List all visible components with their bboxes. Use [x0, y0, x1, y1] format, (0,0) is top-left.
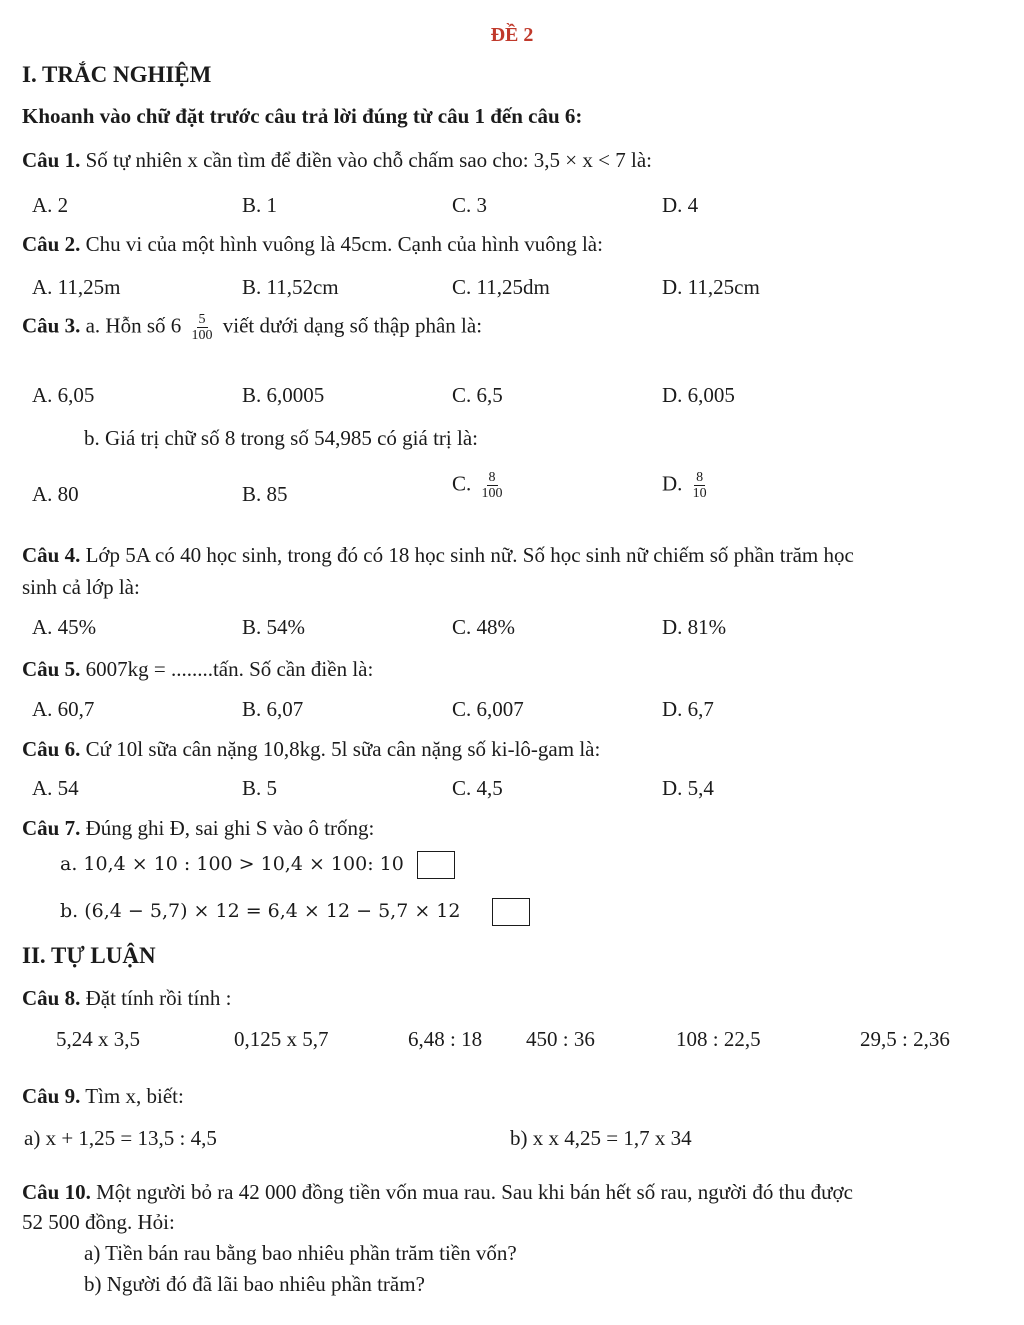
question-text: Đúng ghi Đ, sai ghi S vào ô trống: — [85, 816, 375, 840]
question-text: Đặt tính rồi tính : — [85, 986, 232, 1010]
question-text: Lớp 5A có 40 học sinh, trong đó có 18 học sinh nữ. Số học sinh nữ chiếm số phần trăm học — [85, 543, 854, 567]
question-label: Câu 10. — [22, 1180, 91, 1204]
question-text-cont: viết dưới dạng số thập phân là: — [222, 313, 483, 338]
option-c: C. 4,5 — [452, 776, 503, 800]
equation-a: a) x + 1,25 = 13,5 : 4,5 — [24, 1126, 217, 1150]
option-b: B. 11,52cm — [242, 275, 339, 299]
question-2 — [22, 232, 603, 257]
question-5 — [22, 657, 373, 682]
calc-item: 450 : 36 — [526, 1027, 595, 1051]
calc-item: 108 : 22,5 — [676, 1027, 761, 1051]
question-3b: b. Giá trị chữ số 8 trong số 54,985 có giá trị là: — [84, 426, 478, 450]
section-2-heading: II. TỰ LUẬN — [22, 943, 156, 968]
option-d — [662, 470, 712, 502]
question-label: Câu 3. — [22, 313, 81, 338]
option-c: C. 48% — [452, 615, 515, 639]
option-b: B. 1 — [242, 193, 278, 217]
instruction: Khoanh vào chữ đặt trước câu trả lời đúng từ câu 1 đến câu 6: — [22, 104, 583, 128]
page-title: ĐỀ 2 — [490, 24, 534, 46]
calc-item: 0,125 x 5,7 — [234, 1027, 329, 1051]
question-text: Chu vi của một hình vuông là 45cm. Cạnh của hình vuông là: — [85, 232, 603, 256]
fraction-numerator: 8 — [488, 470, 496, 485]
question-label: Câu 9. — [22, 1084, 81, 1108]
option-d-label: D. — [662, 471, 683, 496]
question-3a — [22, 312, 482, 344]
question-text: Số tự nhiên x cần tìm để điền vào chỗ chấm sao cho: 3,5 × x < 7 là: — [85, 148, 652, 172]
question-label: Câu 2. — [22, 232, 81, 256]
fraction-numerator: 8 — [696, 470, 704, 485]
option-a: A. 60,7 — [32, 697, 95, 721]
fraction-denominator: 100 — [191, 328, 213, 344]
question-text: Một người bỏ ra 42 000 đồng tiền vốn mua rau. Sau khi bán hết số rau, người đó thu được — [96, 1180, 853, 1204]
option-c: C. 3 — [452, 193, 488, 217]
option-b: B. 54% — [242, 615, 305, 639]
question-label: Câu 4. — [22, 543, 81, 567]
question-4 — [22, 543, 854, 568]
option-d: D. 4 — [662, 193, 699, 217]
option-b: B. 5 — [242, 776, 278, 800]
option-a: A. 6,05 — [32, 383, 95, 407]
option-c: C. 11,25dm — [452, 275, 550, 299]
answer-box-b[interactable] — [492, 898, 530, 926]
option-d: D. 81% — [662, 615, 727, 639]
statement-a: a. 10,4 × 10 : 100 > 10,4 × 100: 10 — [60, 853, 404, 875]
option-d: D. 11,25cm — [662, 275, 760, 299]
fraction-numerator: 5 — [198, 312, 206, 327]
question-10a: a) Tiền bán rau bằng bao nhiêu phần trăm tiền vốn? — [84, 1241, 517, 1265]
statement-b: b. (6,4 − 5,7) × 12 = 6,4 × 12 − 5,7 × 12 — [60, 900, 461, 922]
option-a: A. 54 — [32, 776, 79, 800]
option-d-fraction — [691, 470, 709, 502]
option-a: A. 2 — [32, 193, 69, 217]
option-b: B. 6,07 — [242, 697, 304, 721]
calc-item: 5,24 x 3,5 — [56, 1027, 140, 1051]
question-7b — [60, 898, 530, 926]
question-8 — [22, 986, 231, 1011]
option-c — [452, 470, 508, 502]
question-4-cont: sinh cả lớp là: — [22, 575, 140, 599]
question-1 — [22, 148, 652, 173]
option-b: B. 85 — [242, 482, 288, 506]
answer-box-a[interactable] — [417, 851, 455, 879]
question-label: Câu 8. — [22, 986, 81, 1010]
fraction-denominator: 100 — [481, 486, 503, 502]
option-a: A. 80 — [32, 482, 79, 506]
question-label: Câu 5. — [22, 657, 81, 681]
fraction-denominator: 10 — [692, 486, 707, 502]
question-label: Câu 6. — [22, 737, 81, 761]
question-6 — [22, 737, 600, 762]
equation-b: b) x x 4,25 = 1,7 x 34 — [510, 1126, 692, 1150]
option-d: D. 5,4 — [662, 776, 714, 800]
option-c-fraction — [480, 470, 505, 502]
question-10-cont: 52 500 đồng. Hỏi: — [22, 1210, 175, 1234]
question-text: Tìm x, biết: — [85, 1084, 184, 1108]
mixed-number-fraction — [190, 312, 215, 344]
option-c-label: C. — [452, 471, 472, 496]
question-10 — [22, 1180, 853, 1205]
question-text: Cứ 10l sữa cân nặng 10,8kg. 5l sữa cân nặng số ki-lô-gam là: — [85, 737, 601, 761]
question-text: 6007kg = ........tấn. Số cần điền là: — [85, 657, 374, 681]
option-c: C. 6,007 — [452, 697, 524, 721]
option-a: A. 45% — [32, 615, 97, 639]
question-7a — [60, 851, 455, 879]
calc-item: 6,48 : 18 — [408, 1027, 483, 1051]
question-label: Câu 1. — [22, 148, 81, 172]
question-10b: b) Người đó đã lãi bao nhiêu phần trăm? — [84, 1272, 425, 1296]
option-d: D. 6,7 — [662, 697, 714, 721]
option-a: A. 11,25m — [32, 275, 121, 299]
calc-item: 29,5 : 2,36 — [860, 1027, 950, 1051]
option-b: B. 6,0005 — [242, 383, 325, 407]
question-label: Câu 7. — [22, 816, 81, 840]
question-9 — [22, 1084, 184, 1109]
question-text: a. Hỗn số 6 — [85, 313, 182, 338]
section-1-heading: I. TRẮC NGHIỆM — [22, 62, 212, 87]
question-7 — [22, 816, 374, 841]
option-d: D. 6,005 — [662, 383, 735, 407]
option-c: C. 6,5 — [452, 383, 503, 407]
